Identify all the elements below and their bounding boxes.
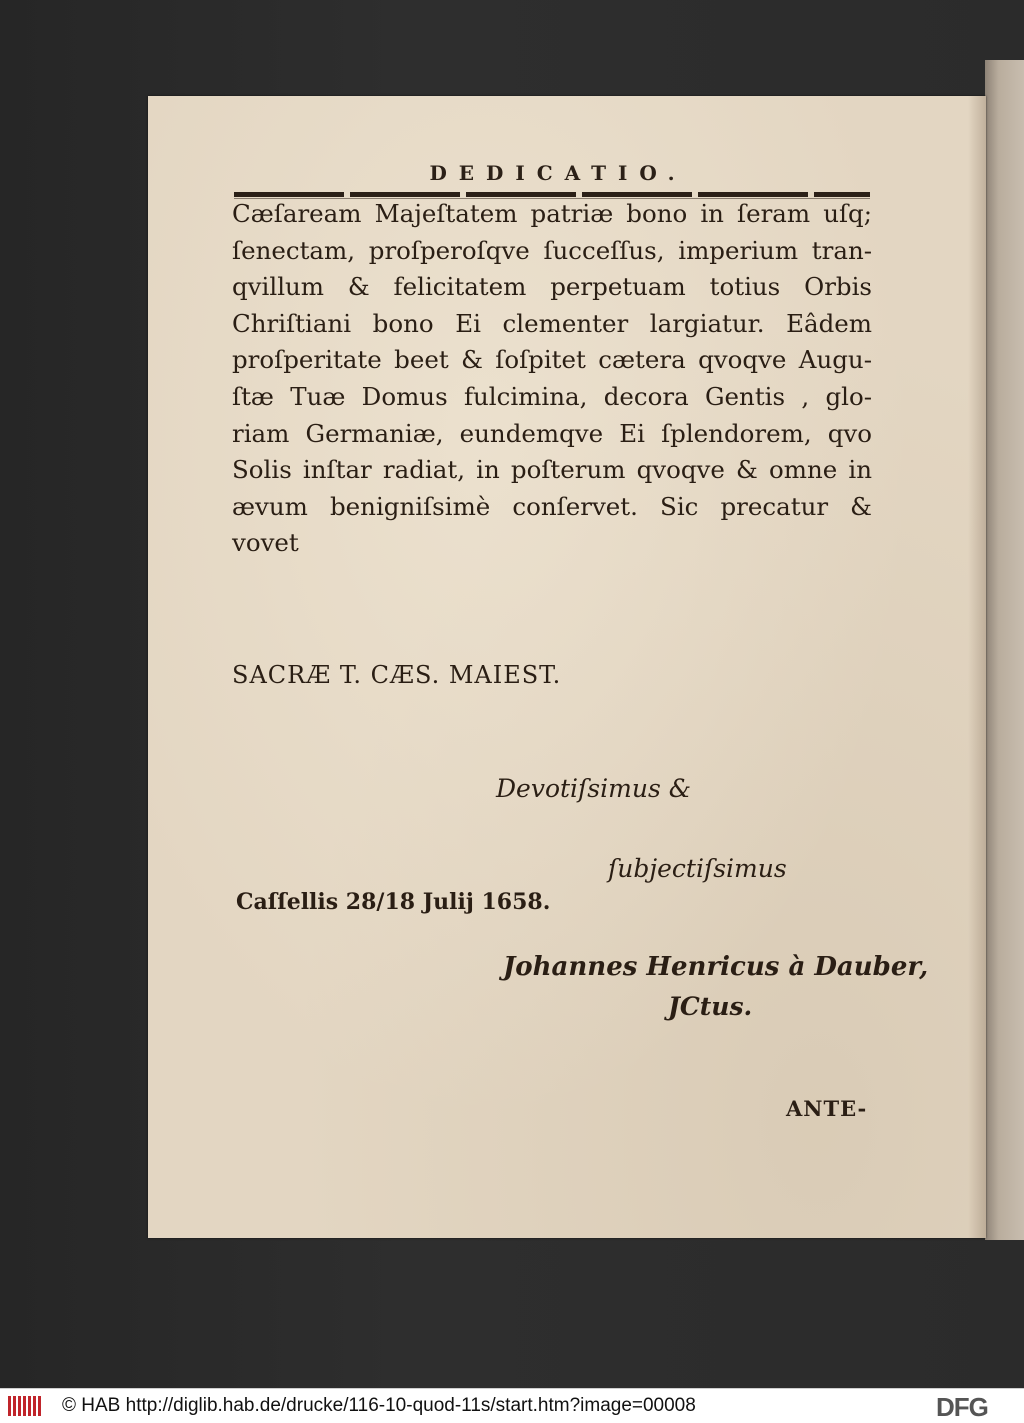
book-page bbox=[148, 96, 986, 1238]
text-line: ſtæ Tuæ Domus fulcimina, decora Gentis , glo- bbox=[232, 381, 872, 411]
page-gutter-shadow bbox=[968, 96, 986, 1238]
text-line: ſenectam, proſperoſqve ſucceſſus, imperium tran- bbox=[232, 235, 872, 265]
running-head: DEDICATIO. bbox=[429, 161, 687, 185]
text-line: Cæſaream Majeſtatem patriæ bono in ſeram uſq; bbox=[232, 199, 872, 228]
viewer-footer bbox=[0, 1388, 1024, 1423]
text-line: qvillum & felicitatem perpetuam totius Orbis bbox=[232, 272, 872, 302]
place-date: Caſſellis 28/18 Julij 1658. bbox=[236, 889, 551, 915]
catchword: ANTE- bbox=[786, 1096, 868, 1121]
signer-name: Johannes Henricus à Dauber, bbox=[503, 952, 929, 982]
signer-title: JCtus. bbox=[668, 992, 753, 1021]
source-link[interactable]: © HAB http://diglib.hab.de/drucke/116-10-quod-11s/start.htm?image=00008 bbox=[62, 1395, 696, 1416]
salutation: SACRÆ T. CÆS. MAIEST. bbox=[232, 661, 562, 689]
dfg-logo: DFG bbox=[936, 1392, 988, 1422]
dedication-text bbox=[232, 196, 872, 562]
closing-devotissimus: Devotiſsimus & bbox=[496, 774, 691, 803]
text-line: ævum benigniſsimè conſervet. Sic precatur & bbox=[232, 491, 872, 521]
next-page-edge bbox=[985, 60, 1024, 1240]
hab-logo-icon bbox=[8, 1396, 42, 1416]
text-line: Chriſtiani bono Ei clementer largiatur. Eâdem bbox=[232, 308, 872, 338]
text-line: riam Germaniæ, eundemqve Ei ſplendorem, qvo bbox=[232, 418, 872, 448]
text-line: Solis inſtar radiat, in poſterum qvoqve & omne in bbox=[232, 455, 872, 485]
text-line: vovet bbox=[232, 528, 299, 558]
text-line: proſperitate beet & ſoſpitet cætera qvoqve Augu- bbox=[232, 345, 872, 375]
closing-subjectissimus: ſubjectiſsimus bbox=[608, 854, 787, 883]
